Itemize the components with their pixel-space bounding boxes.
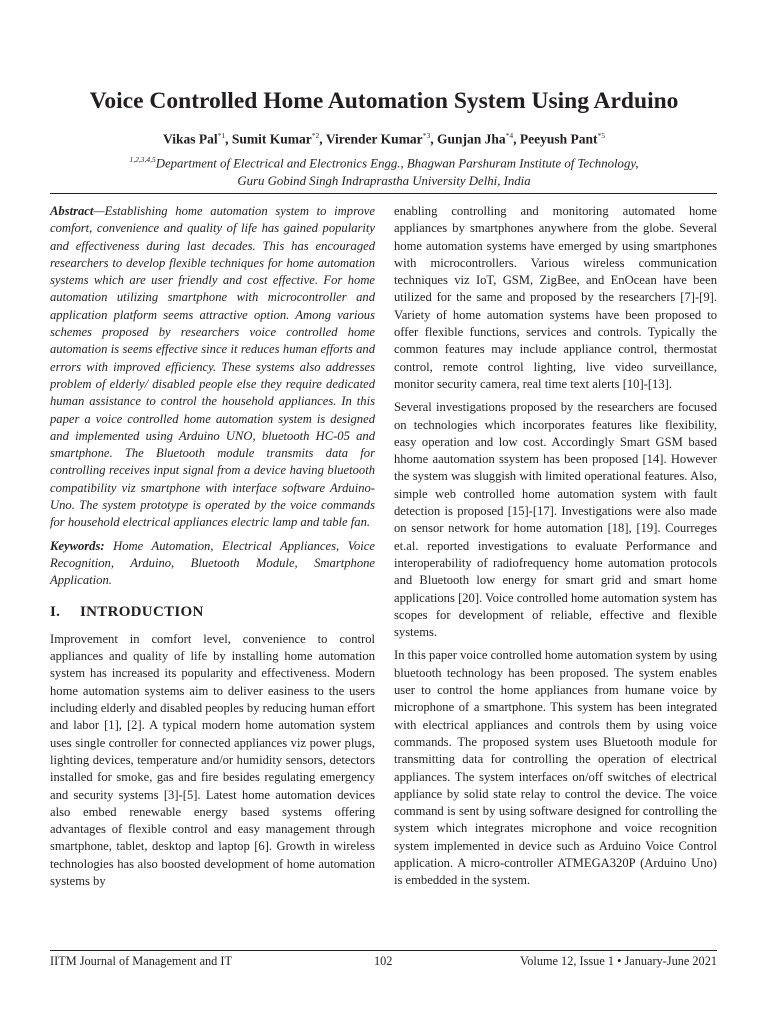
intro-paragraph-4: In this paper voice controlled home automation system by using bluetooth technology has been proposed. The system enables user to control the home appliances from humane voice by microphone of a smartphone. This system has been integrated with electrical appliances and controls them by using voice commands. The proposed system uses Bluetooth module for transmitting data for controlling the operation of electrical appliances. The system interfaces on/off switches of electrical appliance by solid state relay to control the device. The voice command is sent by using software designed for controlling the system which integrates microphone and voice recognition system implemented in device such as Arduino Voice Control application. A micro-controller ATMEGA320P (Arduino Uno) is embedded in the system. — [394, 648, 717, 888]
footer-divider — [50, 950, 717, 951]
author-mark: *1 — [217, 131, 226, 140]
abstract-label: Abstract — [50, 204, 94, 218]
author-list: Vikas Pal$^{*1}$, Sumit Kumar$^{*2}$, Virender Kumar$^{*3}$, Gunjan Jha$^{*4}$, Peeyush Pant$^{*5}$ — [163, 131, 605, 147]
keywords — [50, 538, 375, 590]
intro-paragraph-3: Several investigations proposed by the researchers are focused on technologies which incorporates features like flexibility, easy operation and low cost. Accordingly Smart GSM based hhome aautomation ssystem has been proposed [14]. However the system was sluggish with limited operational features. Also, simple web controlled home automation system with fault detection is proposed [15]-[17]. Investigations were also made on sensor network for home automation [18], [19]. Courreges et.al. reported investigations to evaluate Performance and interoperability of radiofrequency home automation protocols and Bluetooth low energy for smart grid and smart home applications [20]. Voice controlled home automation system has scopes for development of reliable, effective and flexible systems. — [394, 400, 717, 640]
header-divider — [50, 193, 717, 194]
intro-paragraph-1: Improvement in comfort level, convenience to control appliances and quality of life by installing home automation system has increased its popularity and effectiveness. Modern home automation systems aim to deliver easiness to the users including elderly and disabled peoples by reducing human effort and labor [1], [2]. A typical modern home automation system uses single controller for connected appliances viz power plugs, lighting devices, temperature and/or humidity sensors, detectors installed for smoke, gas and fire besides regulating emergency and security systems [3]-[5]. Latest home automation devices also embed renewable energy based systems offering advantages of flexible control and easy management through smartphone, tablet, desktop and laptop [6]. Growth in wireless technologies has also boosted development of home automation systems by — [50, 631, 376, 888]
footer-issue: Volume 12, Issue 1 • January-June 2021 — [519, 954, 717, 968]
abstract-text: —Establishing home automation system to improve comfort, convenience and quality of life has gained popularity and effectiveness during last decades. This has encouraged researchers to develop flexible techniques for home automation systems which are user friendly and cost effective. For home automation utilizing smartphone with microcontroller and application platform seems attractive option. Among various schemes proposed by researchers voice controlled home automation is seems effective since it reduces human efforts and errors with improved efficiency. These systems also addresses problem of elderly/ disabled people else they require dedicated human assistance to control the household appliances. In this paper a voice controlled home automation system is designed and implemented using Arduino UNO, bluetooth HC-05 and smartphone. The Bluetooth module transmits data for controlling receives input signal from a device having bluetooth compatibility viz smartphone with interface software Arduino-Uno. The system prototype is operated by the voice commands for household electrical appliances electric lamp and table fan. — [50, 204, 375, 530]
author-mark: *3 — [422, 131, 431, 140]
author-name: Sumit Kumar — [231, 131, 312, 147]
author-name: Peeyush Pant — [519, 131, 598, 147]
author-name: Virender Kumar — [325, 131, 423, 147]
affiliation-line-1: Department of Electrical and Electronics Engg., Bhagwan Parshuram Institute of Technology, — [155, 156, 639, 171]
author-name: Vikas Pal — [163, 131, 218, 147]
affiliation — [0, 151, 768, 190]
paper-title: Voice Controlled Home Automation System Using Arduino — [89, 88, 679, 114]
footer-journal: IITM Journal of Management and IT — [50, 954, 233, 968]
section-title: INTRODUCTION — [80, 603, 204, 620]
keywords-text: Home Automation, Electrical Appliances, Voice Recognition, Arduino, Bluetooth Module, Smartphone Application. — [50, 538, 375, 588]
section-heading — [50, 604, 375, 621]
section-number: I. — [50, 603, 61, 620]
author-name: Gunjan Jha — [436, 131, 506, 147]
affiliation-line-2: Guru Gobind Singh Indraprastha University Delhi, India — [237, 174, 531, 189]
abstract — [50, 203, 375, 532]
author-mark: *2 — [311, 131, 320, 140]
affiliation-mark: 1,2,3,4,5 — [129, 155, 156, 164]
left-column — [50, 203, 375, 896]
author-mark: *4 — [505, 131, 514, 140]
footer-page-number: 102 — [374, 954, 393, 968]
intro-paragraph-2: enabling controlling and monitoring automated home appliances by smartphones anywhere from the globe. Several home automation systems have emerged by using smartphones with microcontrollers. Various wireless communication techniques viz IoT, GSM, ZigBee, and EnOcean have been utilized for the same and proposed by the researchers [7]-[9]. Variety of home automation systems have been proposed to offer flexible functions, services and controls. Typically the common features may include appliance control, thermostat control, remote control lighting, live video surveillance, monitor security camera, real time text alerts [10]-[13]. — [394, 204, 717, 391]
right-column — [394, 203, 717, 896]
keywords-label: Keywords: — [50, 538, 105, 553]
author-mark: *5 — [597, 131, 605, 140]
